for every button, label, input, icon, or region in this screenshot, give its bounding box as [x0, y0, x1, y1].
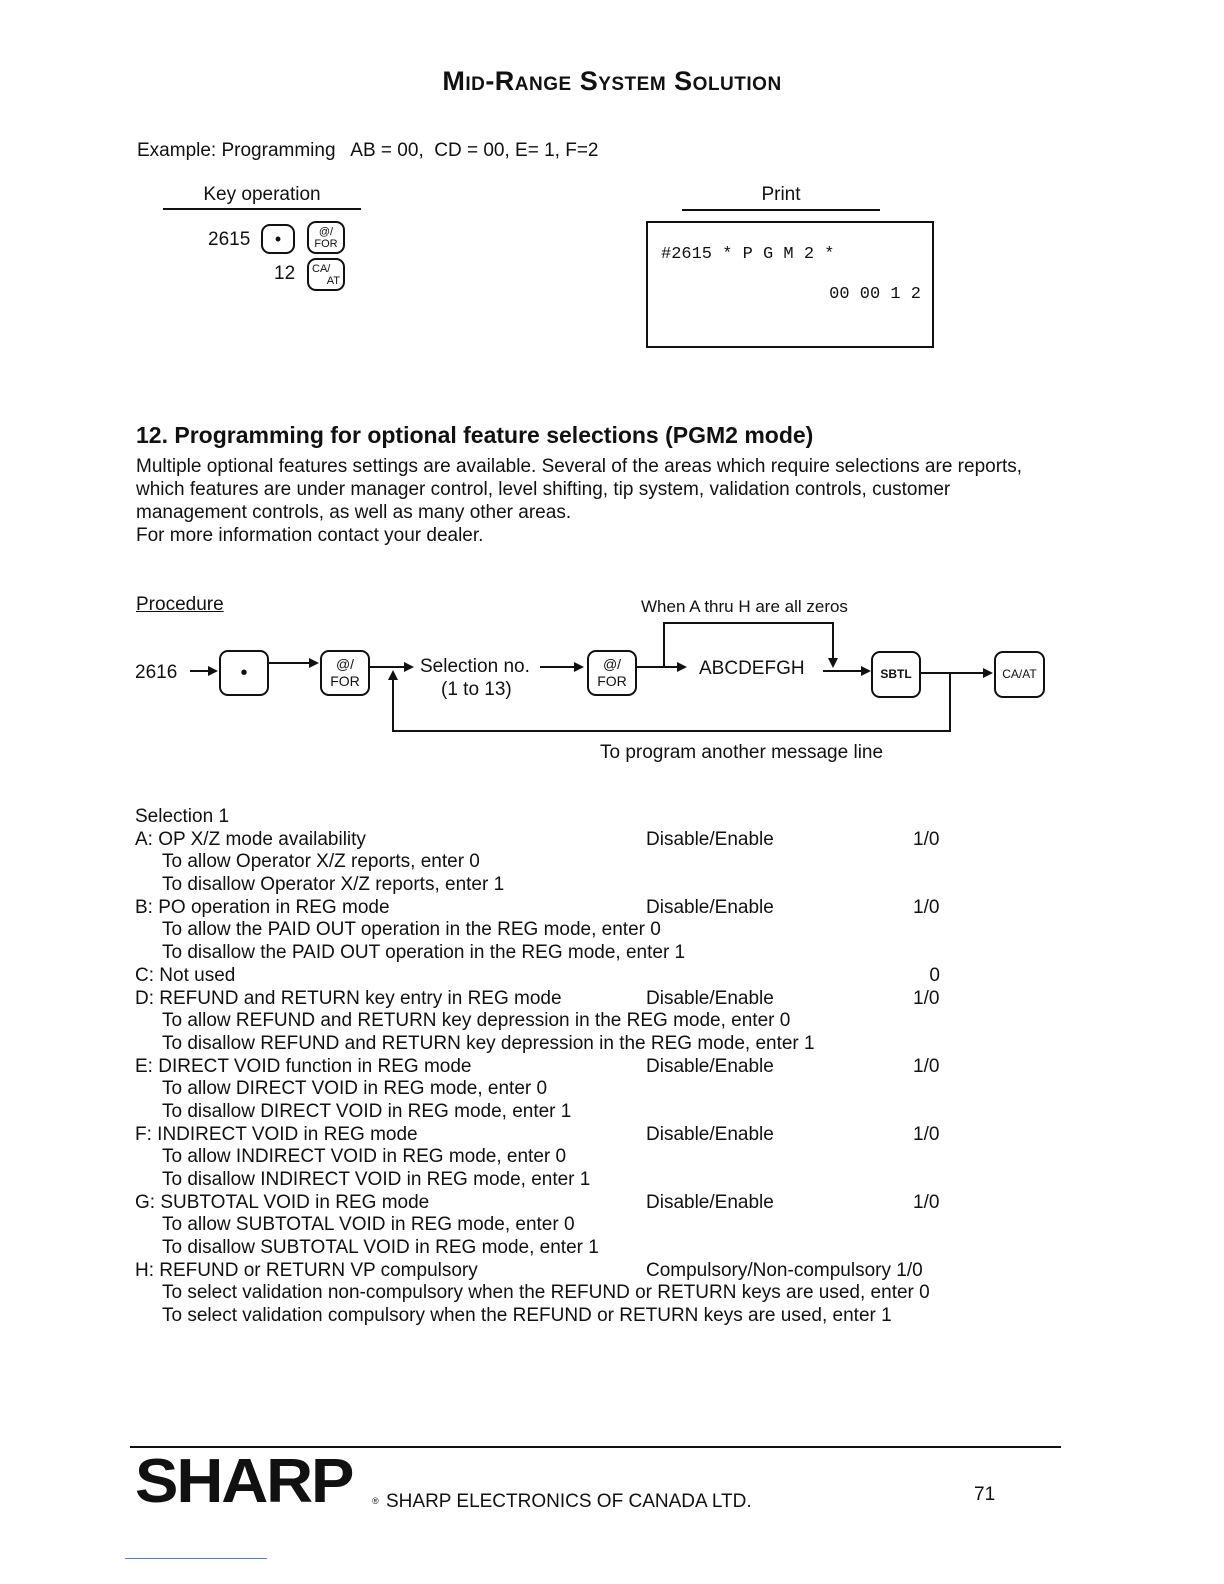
flow-line [540, 666, 574, 668]
print-line-2: 00 00 1 2 [829, 285, 921, 304]
procedure-start-number: 2616 [135, 662, 178, 683]
list-item: To allow DIRECT VOID in REG mode, enter 0 [162, 1078, 548, 1100]
print-rule [682, 209, 880, 211]
loop-line [392, 680, 394, 731]
flow-arrow [983, 668, 993, 678]
page-number: 71 [974, 1484, 996, 1505]
flow-arrow [208, 666, 218, 676]
key-line2-number: 12 [274, 263, 296, 284]
key-operation-label: Key operation [203, 184, 321, 205]
list-item: C: Not used 0 [135, 964, 940, 986]
procedure-ca-at-key: CA/AT [994, 651, 1045, 698]
zeros-note: When A thru H are all zeros [641, 597, 848, 616]
flow-line [823, 670, 861, 672]
procedure-dot-key: • [219, 650, 269, 696]
list-item: To disallow REFUND and RETURN key depression in the REG mode, enter 1 [162, 1032, 815, 1054]
list-item: E: DIRECT VOID function in REG mode Disable/Enable 1/0 [135, 1055, 940, 1077]
flow-arrow [309, 658, 319, 668]
list-item: To disallow INDIRECT VOID in REG mode, enter 1 [162, 1169, 591, 1190]
list-item: To allow Operator X/Z reports, enter 0 [162, 851, 480, 873]
selection-title: Selection 1 [135, 806, 230, 827]
list-item: To disallow the PAID OUT operation in the REG mode, enter 1 [162, 942, 686, 964]
sharp-logo: SHARP [135, 1447, 353, 1516]
flow-line [269, 662, 309, 664]
list-item: To allow REFUND and RETURN key depression in the REG mode, enter 0 [162, 1010, 791, 1032]
company-name: SHARP ELECTRONICS OF CANADA LTD. [386, 1491, 752, 1512]
abcdefgh-label: ABCDEFGH [699, 658, 805, 679]
example-intro: Example: Programming AB = 00, CD = 00, E= 1, F=2 [137, 140, 599, 161]
list-item: H: REFUND or RETURN VP compulsory Compulsory/Non-compulsory 1/0 [135, 1259, 923, 1281]
loop-note: To program another message line [600, 742, 884, 763]
list-item: To allow the PAID OUT operation in the REG mode, enter 0 [162, 919, 661, 941]
bypass-line [832, 622, 834, 660]
for-key: @/ FOR [307, 221, 345, 254]
selection-list [135, 806, 1095, 1328]
section-paragraph: Multiple optional features settings are available. Several of the areas which require selections are reports, which features are under manager control, level shifting, tip system, validation controls, customer management controls, as well as many other areas. For more information contact your dealer. [136, 456, 1023, 546]
dot-key: • [261, 224, 295, 254]
list-item: B: PO operation in REG mode Disable/Enable 1/0 [135, 896, 940, 918]
list-item: To select validation compulsory when the REFUND or RETURN keys are used, enter 1 [162, 1305, 892, 1327]
list-item: G: SUBTOTAL VOID in REG mode Disable/Enable 1/0 [135, 1191, 940, 1213]
flow-line [370, 666, 404, 668]
loop-arrow [388, 670, 398, 680]
list-item: To allow INDIRECT VOID in REG mode, enter 0 [162, 1146, 567, 1168]
bypass-line [663, 622, 665, 668]
print-receipt [646, 221, 934, 348]
key-operation-rule [163, 208, 361, 210]
loop-line [949, 672, 951, 732]
list-item: To disallow Operator X/Z reports, enter 1 [162, 874, 505, 896]
procedure-sbtl-key: SBTL [871, 651, 921, 698]
list-item: F: INDIRECT VOID in REG mode Disable/Enable 1/0 [135, 1123, 940, 1145]
selection-title-row [135, 806, 1095, 829]
flow-line [921, 672, 983, 674]
flow-line [637, 666, 677, 668]
print-label: Print [761, 184, 801, 205]
selection-label: Selection no. [420, 656, 530, 677]
bottom-link-rule [125, 1558, 267, 1559]
flow-line [190, 670, 208, 672]
bypass-line [663, 622, 834, 624]
registered-mark: ® [372, 1496, 379, 1506]
list-item: A: OP X/Z mode availability Disable/Enable 1/0 [135, 828, 940, 850]
list-item: To disallow DIRECT VOID in REG mode, enter 1 [162, 1100, 572, 1122]
loop-line [392, 730, 951, 732]
procedure-for-key-1: @/ FOR [320, 650, 370, 696]
bypass-arrow [828, 658, 838, 668]
print-line-1: #2615 * P G M 2 * [661, 245, 835, 264]
procedure-for-key-2: @/ FOR [587, 650, 637, 696]
list-item: D: REFUND and RETURN key entry in REG mode Disable/Enable 1/0 [135, 987, 940, 1009]
flow-arrow [861, 666, 871, 676]
list-item: To disallow SUBTOTAL VOID in REG mode, enter 1 [162, 1237, 599, 1259]
flow-arrow [574, 662, 584, 672]
ca-at-key: CA/ AT [307, 258, 345, 291]
section-heading: 12. Programming for optional feature selections (PGM2 mode) [136, 422, 814, 448]
page-title: Mid-Range System Solution [442, 66, 782, 96]
flow-arrow [404, 662, 414, 672]
list-item: To select validation non-compulsory when the REFUND or RETURN keys are used, enter 0 [162, 1282, 930, 1304]
selection-range: (1 to 13) [441, 679, 512, 700]
list-item: To allow SUBTOTAL VOID in REG mode, enter 0 [162, 1214, 575, 1236]
key-line1-number: 2615 [208, 229, 251, 250]
procedure-label: Procedure [136, 594, 224, 615]
flow-arrow [677, 662, 687, 672]
